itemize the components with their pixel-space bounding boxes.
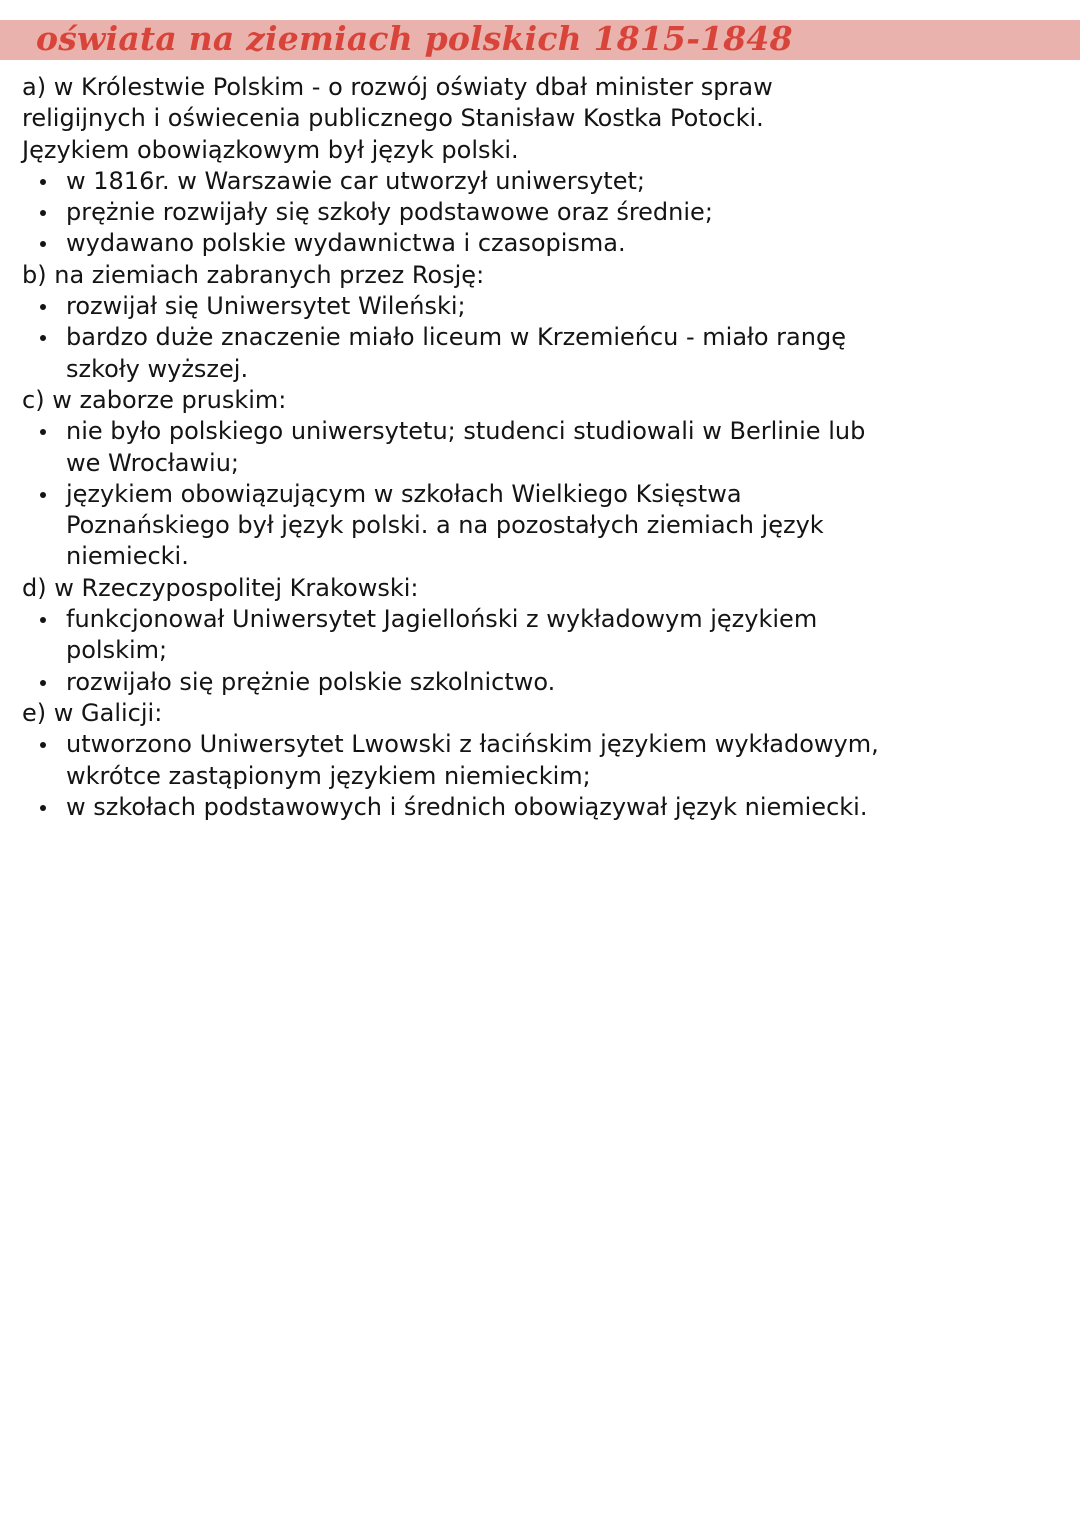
section-heading: c) w zaborze pruskim:: [22, 385, 287, 414]
bullet-text-line: szkoły wyższej.: [66, 354, 249, 383]
section: [22, 385, 1062, 573]
bullet-text-line: rozwijało się prężnie polskie szkolnictwo.: [66, 667, 556, 696]
page-title: oświata na ziemiach polskich 1815-1848: [36, 19, 793, 58]
bullet-item: [22, 792, 1062, 823]
intro-line: a) w Królestwie Polskim - o rozwój oświaty dbał minister spraw: [22, 73, 773, 101]
bullet-text-line: językiem obowiązującym w szkołach Wielkiego Księstwa: [66, 479, 742, 508]
bullet-text-line: we Wrocławiu;: [66, 448, 240, 477]
bullet-dot-icon: [40, 335, 46, 341]
intro-line: Językiem obowiązkowym był język polski.: [22, 135, 519, 164]
bullet-text-line: bardzo duże znaczenie miało liceum w Krzemieńcu - miało rangę: [66, 323, 846, 352]
bullet-item: [22, 166, 1062, 197]
bullet-dot-icon: [40, 304, 46, 310]
bullet-dot-icon: [40, 617, 46, 623]
bullet-text-line: w 1816r. w Warszawie car utworzył uniwersytet;: [66, 166, 645, 195]
bullet-item: [22, 228, 1062, 259]
bullet-item: [22, 197, 1062, 228]
bullet-item: [22, 416, 1062, 479]
bullet-item: [22, 322, 1062, 385]
bullet-list: [22, 729, 1062, 823]
bullet-list: [22, 416, 1062, 572]
bullet-text-line: Poznańskiego był język polski. a na pozostałych ziemiach język: [66, 511, 824, 540]
section: [22, 698, 1062, 823]
section: [22, 573, 1062, 698]
section-heading: b) na ziemiach zabranych przez Rosję:: [22, 260, 485, 289]
section: [22, 260, 1062, 385]
bullet-item: [22, 479, 1062, 573]
bullet-list: [22, 166, 1062, 260]
bullet-list: [22, 604, 1062, 698]
bullet-list: [22, 291, 1062, 385]
bullet-dot-icon: [40, 742, 46, 748]
bullet-item: [22, 604, 1062, 667]
sections-container: [22, 166, 1062, 823]
section-heading: d) w Rzeczypospolitej Krakowski:: [22, 573, 419, 602]
bullet-item: [22, 291, 1062, 322]
bullet-dot-icon: [40, 680, 46, 686]
bullet-text-line: w szkołach podstawowych i średnich obowiązywał język niemiecki.: [66, 792, 868, 821]
bullet-dot-icon: [40, 492, 46, 498]
intro-line: religijnych i oświecenia publicznego Stanisław Kostka Potocki.: [22, 104, 764, 133]
bullet-dot-icon: [40, 429, 46, 435]
bullet-text-line: utworzono Uniwersytet Lwowski z łacińskim językiem wykładowym,: [66, 730, 879, 759]
bullet-text-line: niemiecki.: [66, 542, 189, 571]
bullet-text-line: wydawano polskie wydawnictwa i czasopisma.: [66, 229, 626, 258]
bullet-dot-icon: [40, 805, 46, 811]
bullet-item: [22, 667, 1062, 698]
bullet-text-line: polskim;: [66, 636, 168, 665]
section: [22, 166, 1062, 260]
section-heading: e) w Galicji:: [22, 698, 163, 727]
bullet-dot-icon: [40, 210, 46, 216]
bullet-text-line: funkcjonował Uniwersytet Jagielloński z wykładowym językiem: [66, 605, 818, 634]
intro-paragraph: [22, 72, 1062, 166]
bullet-text-line: rozwijał się Uniwersytet Wileński;: [66, 292, 466, 321]
bullet-text-line: wkrótce zastąpionym językiem niemieckim;: [66, 761, 591, 790]
bullet-dot-icon: [40, 179, 46, 185]
bullet-item: [22, 729, 1062, 792]
bullet-text-line: prężnie rozwijały się szkoły podstawowe oraz średnie;: [66, 198, 713, 227]
bullet-text-line: nie było polskiego uniwersytetu; studenci studiowali w Berlinie lub: [66, 417, 866, 446]
notes-body: [22, 72, 1062, 823]
bullet-dot-icon: [40, 241, 46, 247]
